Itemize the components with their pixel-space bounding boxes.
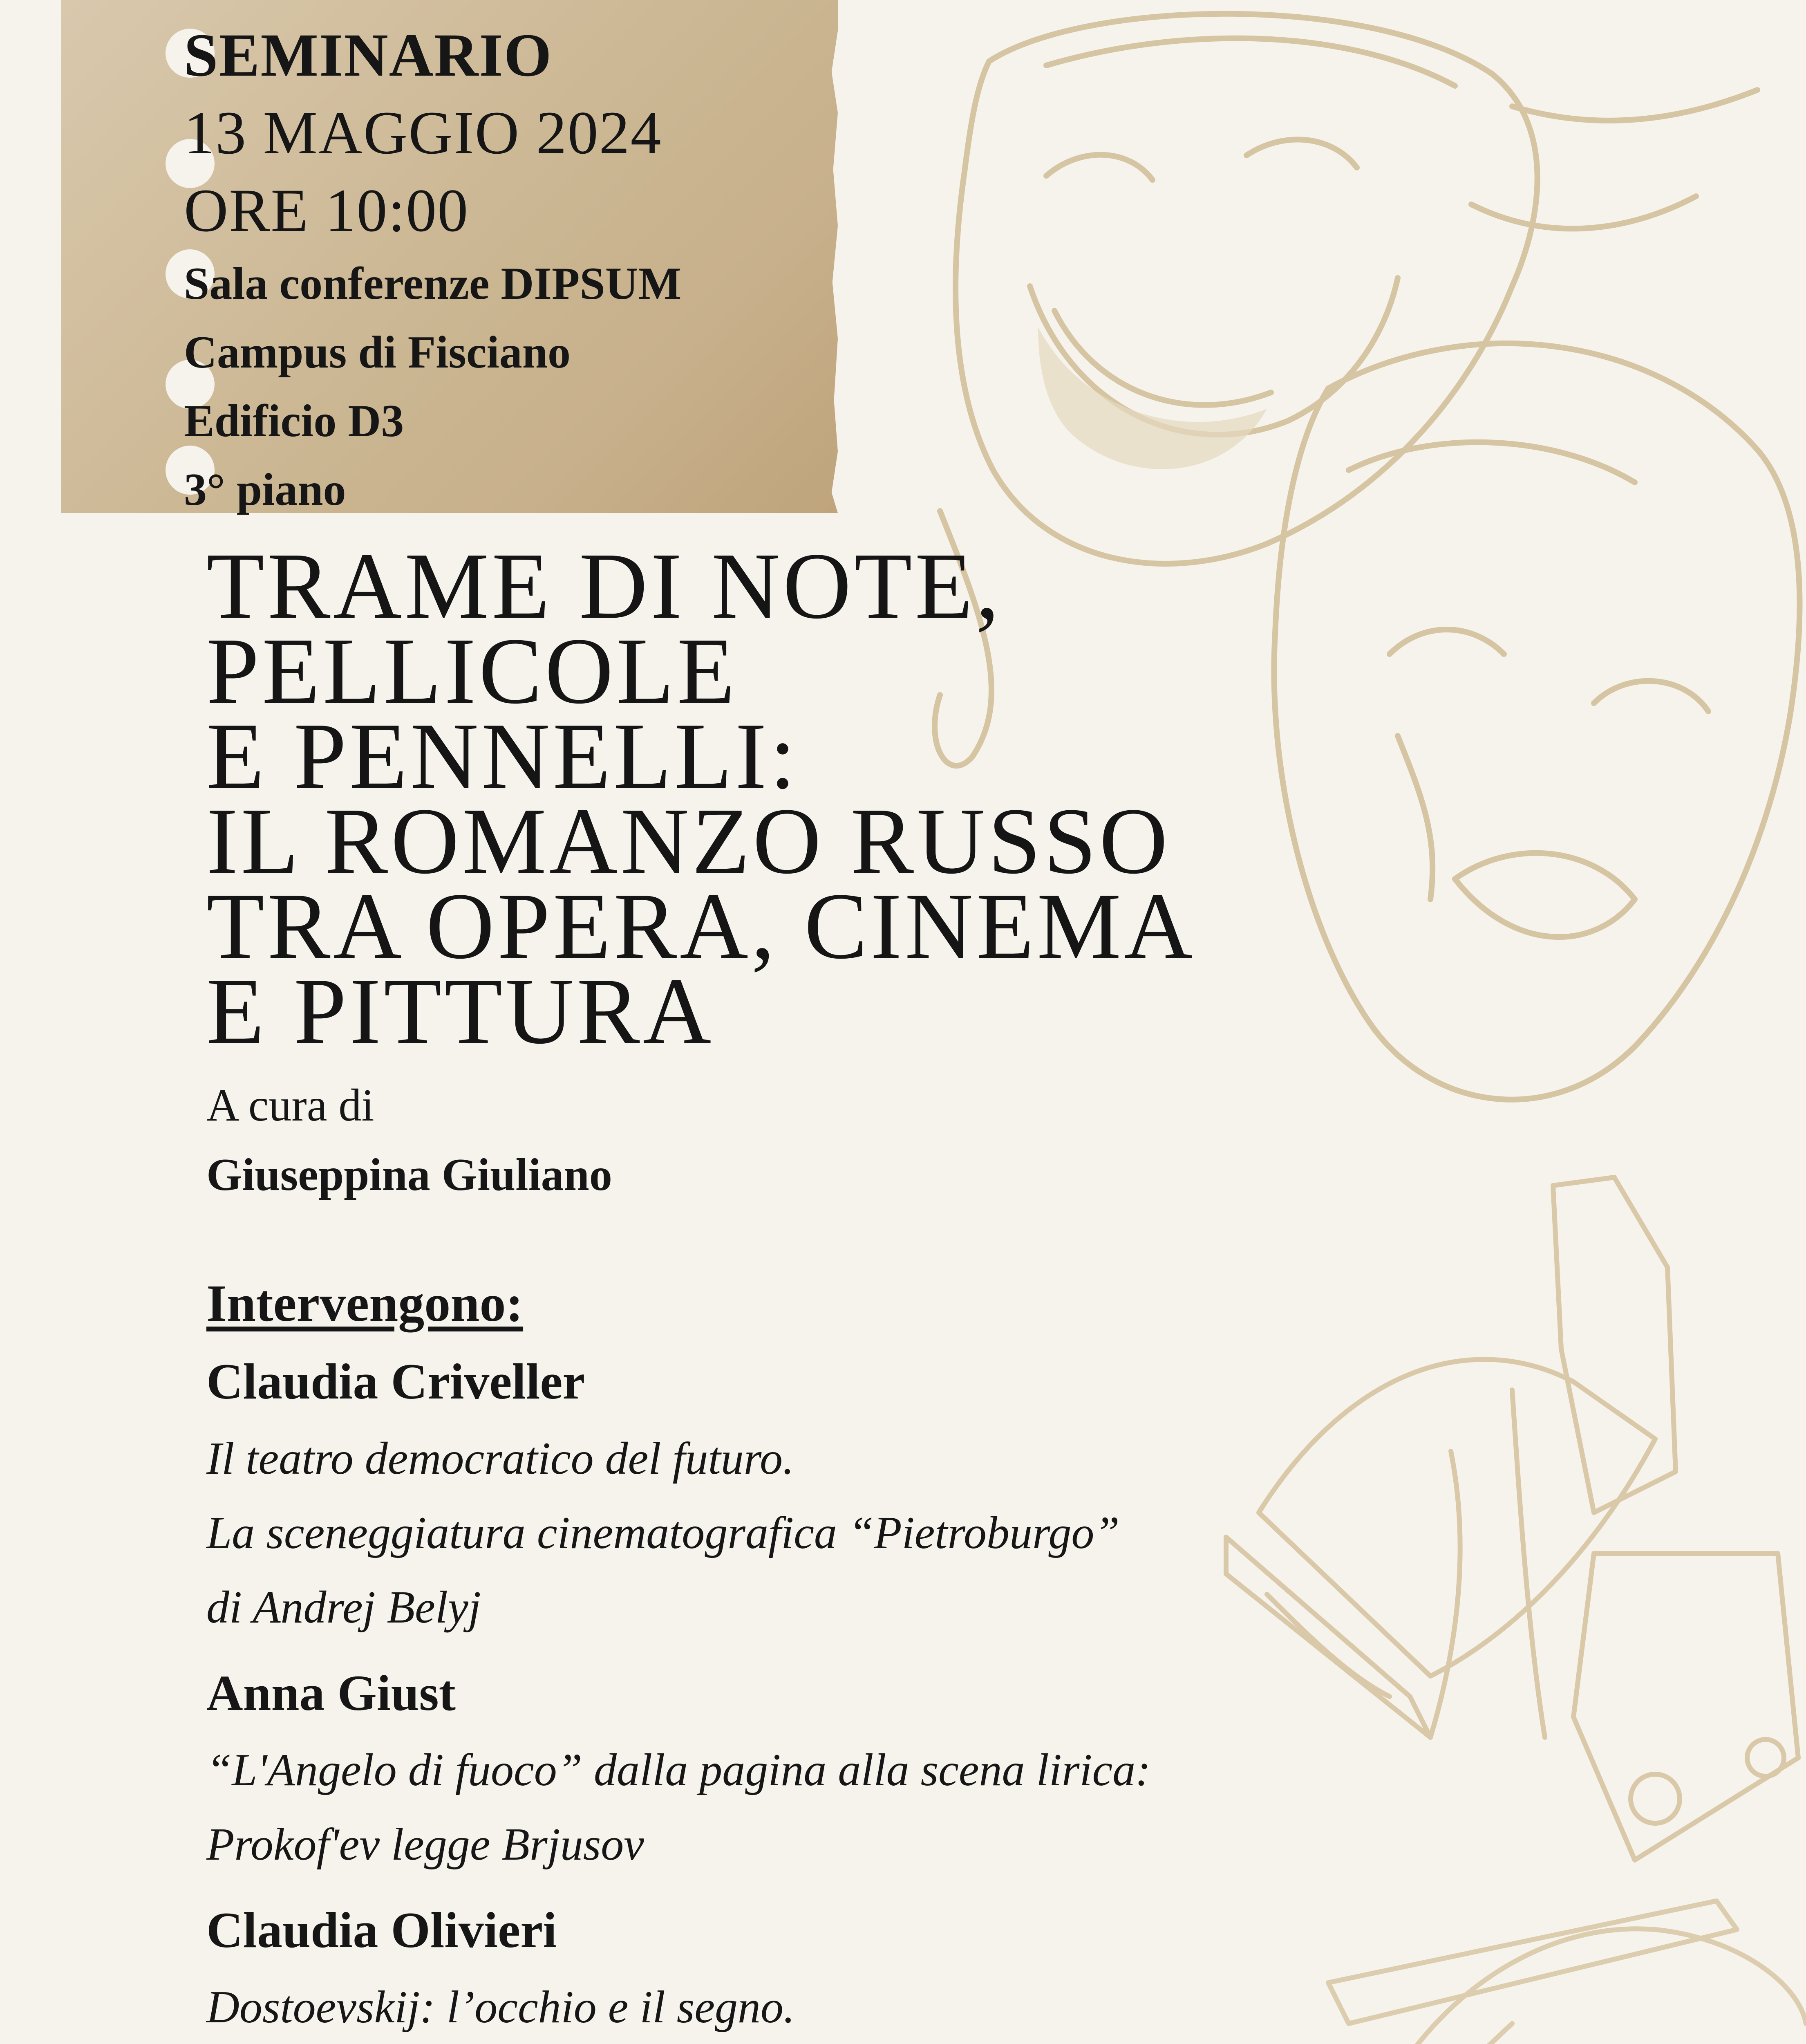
talk-title [206,1733,1310,1882]
speakers-heading: Intervengono: [206,1274,524,1332]
title-line: TRA OPERA, CINEMA [206,874,1195,979]
event-time: ORE 10:00 [184,177,469,244]
talk-line: Il teatro democratico del futuro. [206,1433,794,1484]
talk-line: La sceneggiatura cinematografica “Pietroburgo” [206,1508,1120,1558]
event-location-campus: Campus di Fisciano [184,327,571,378]
event-type: SEMINARIO [184,21,553,89]
talk-title [206,1970,1310,2044]
title-line: IL ROMANZO RUSSO [206,789,1171,894]
curator-label: A cura di [206,1080,374,1131]
speaker-item [206,1351,1310,1645]
talk-line: Dostoevskij: l’occhio e il segno. [206,1982,795,2033]
speaker-item [206,1663,1310,1882]
curator-name: Giuseppina Giuliano [206,1150,612,1200]
event-details [184,16,681,524]
talk-line: di Andrej Belyj [206,1582,481,1633]
event-location-floor: 3° piano [184,464,346,515]
talk-line: “L'Angelo di fuoco” dalla pagina alla scena lirica: [206,1745,1151,1795]
title-line: PELLICOLE [206,619,738,724]
speaker-name: Anna Giust [206,1665,456,1721]
event-location-building: Edificio D3 [184,396,404,446]
event-location-room: Sala conferenze DIPSUM [184,258,682,309]
event-date: 13 MAGGIO 2024 [184,99,662,167]
title-line: TRAME DI NOTE, [206,533,1003,639]
talk-line: Prokof'ev legge Brjusov [206,1819,644,1870]
speaker-name: Claudia Criveller [206,1354,585,1410]
speaker-name: Claudia Olivieri [206,1902,557,1958]
speaker-item [206,1900,1310,2044]
title-line: E PENNELLI: [206,704,799,809]
speakers-list [206,1351,1310,2044]
talk-title [206,1421,1310,1645]
title-line: E PITTURA [206,959,714,1064]
seminar-title [206,533,1195,1064]
